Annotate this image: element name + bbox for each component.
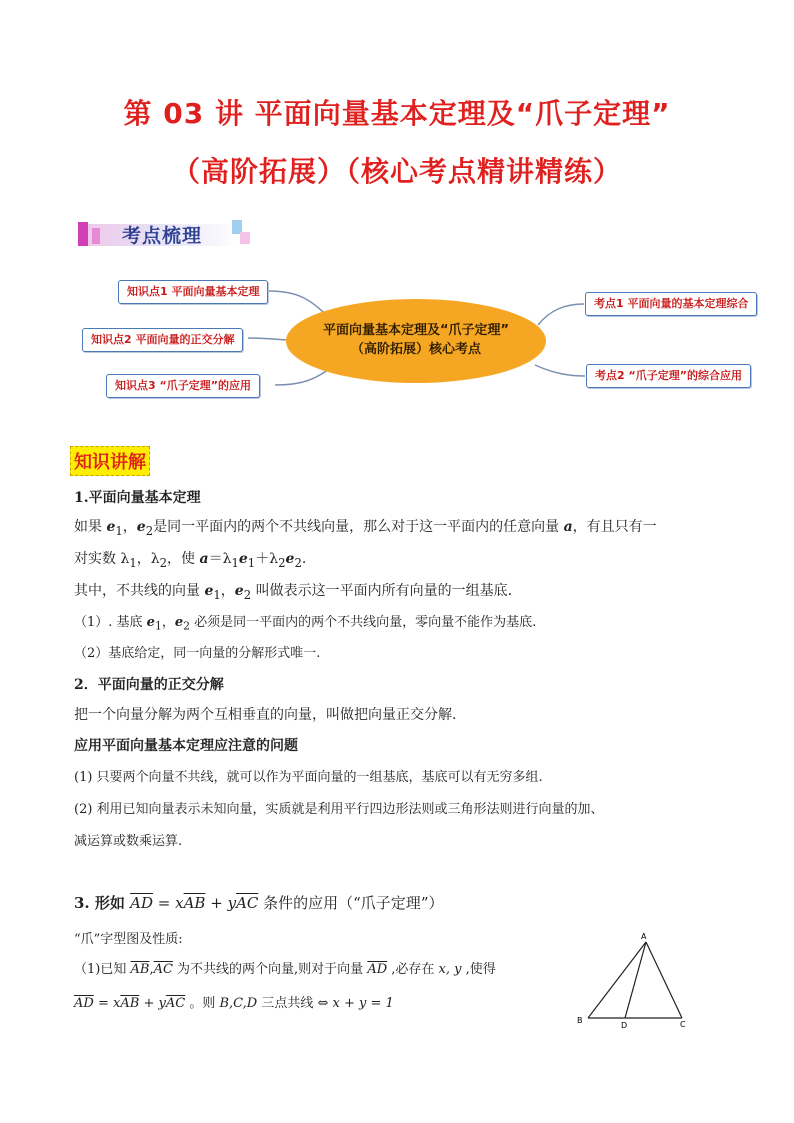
mindmap-center: [286, 299, 546, 383]
para-2: 对实数 $\lambda_1$，$\lambda_2$，使 $a=\lambda_1e_1+\lambda_2e_2$.: [74, 551, 307, 570]
heading-4: 3. 形如 $\overline{AD} = x\overline{AB} + y\overline{AC}$ 条件的应用（“爪子定理”）: [74, 894, 444, 912]
figure-edge-ab: [588, 942, 646, 1018]
point-2-line-1: (2) 利用已知向量表示未知向量，实质就是利用平行四边形法则或三角形法则进行向量的加、: [74, 802, 604, 817]
figure-label-a: A: [641, 932, 647, 941]
para-4: 把一个向量分解为两个互相垂直的向量，叫做把向量正交分解.: [74, 707, 457, 723]
figure-label-b: B: [577, 1016, 583, 1025]
heading-2: 2．平面向量的正交分解: [74, 677, 224, 693]
note-2: （2）基底给定，同一向量的分解形式唯一.: [74, 646, 321, 661]
claw-statement-2: $\overline{AD} = x\overline{AB} + y\overline{AC}$ 。则 B,C,D 三点共线 ⇔ x + y = 1: [74, 996, 394, 1011]
point-1: (1) 只要两个向量不共线，就可以作为平面向量的一组基底，基底可以有无穷多组.: [74, 770, 543, 785]
heading-1: 1.平面向量基本定理: [74, 490, 201, 506]
mindmap-center-line-1: 平面向量基本定理及“爪子定理”: [322, 323, 510, 338]
figure-edge-ad: [625, 942, 646, 1018]
figure-edge-ac: [646, 942, 682, 1018]
claw-figure: [570, 930, 710, 1030]
mindmap-node-left-3: 知识点3 “爪子定理”的应用: [106, 374, 260, 398]
banner-label: 考点梳理: [122, 225, 203, 247]
mindmap-node-left-1: 知识点1 平面向量基本定理: [118, 280, 268, 304]
point-2-line-2: 减运算或数乘运算.: [74, 834, 183, 849]
para-1: 如果 $e_1$，$e_2$是同一平面内的两个不共线向量，那么对于这一平面内的任意向量 a，有且只有一: [74, 519, 657, 538]
title-line-1: 第 03 讲 平面向量基本定理及“爪子定理”: [123, 97, 671, 130]
heading-3: 应用平面向量基本定理应注意的问题: [74, 738, 298, 754]
title-line-2: （高阶拓展）（核心考点精讲精练）: [171, 155, 622, 188]
mindmap-node-left-2: 知识点2 平面向量的正交分解: [82, 328, 243, 352]
claw-intro: “爪”字型图及性质:: [74, 932, 183, 947]
figure-label-c: C: [680, 1020, 686, 1029]
section-label: 知识讲解: [70, 446, 150, 476]
figure-label-d: D: [621, 1021, 628, 1030]
mindmap-node-right-1: 考点1 平面向量的基本定理综合: [585, 292, 757, 316]
mindmap-node-right-2: 考点2 “爪子定理”的综合应用: [586, 364, 751, 388]
para-3: 其中，不共线的向量 $e_1$，$e_2$ 叫做表示这一平面内所有向量的一组基底.: [74, 583, 513, 602]
note-1: （1）. 基底 $e_1$，$e_2$ 必须是同一平面内的两个不共线向量，零向量不能作为基底.: [74, 615, 537, 633]
mindmap-center-line-2: （高阶拓展）核心考点: [350, 342, 481, 357]
claw-statement-1: （1)已知 $\overline{AB},\overline{AC}$ 为不共线的两个向量,则对于向量 $\overline{AD}$ ,必存在 x, y ,使得: [74, 962, 496, 977]
